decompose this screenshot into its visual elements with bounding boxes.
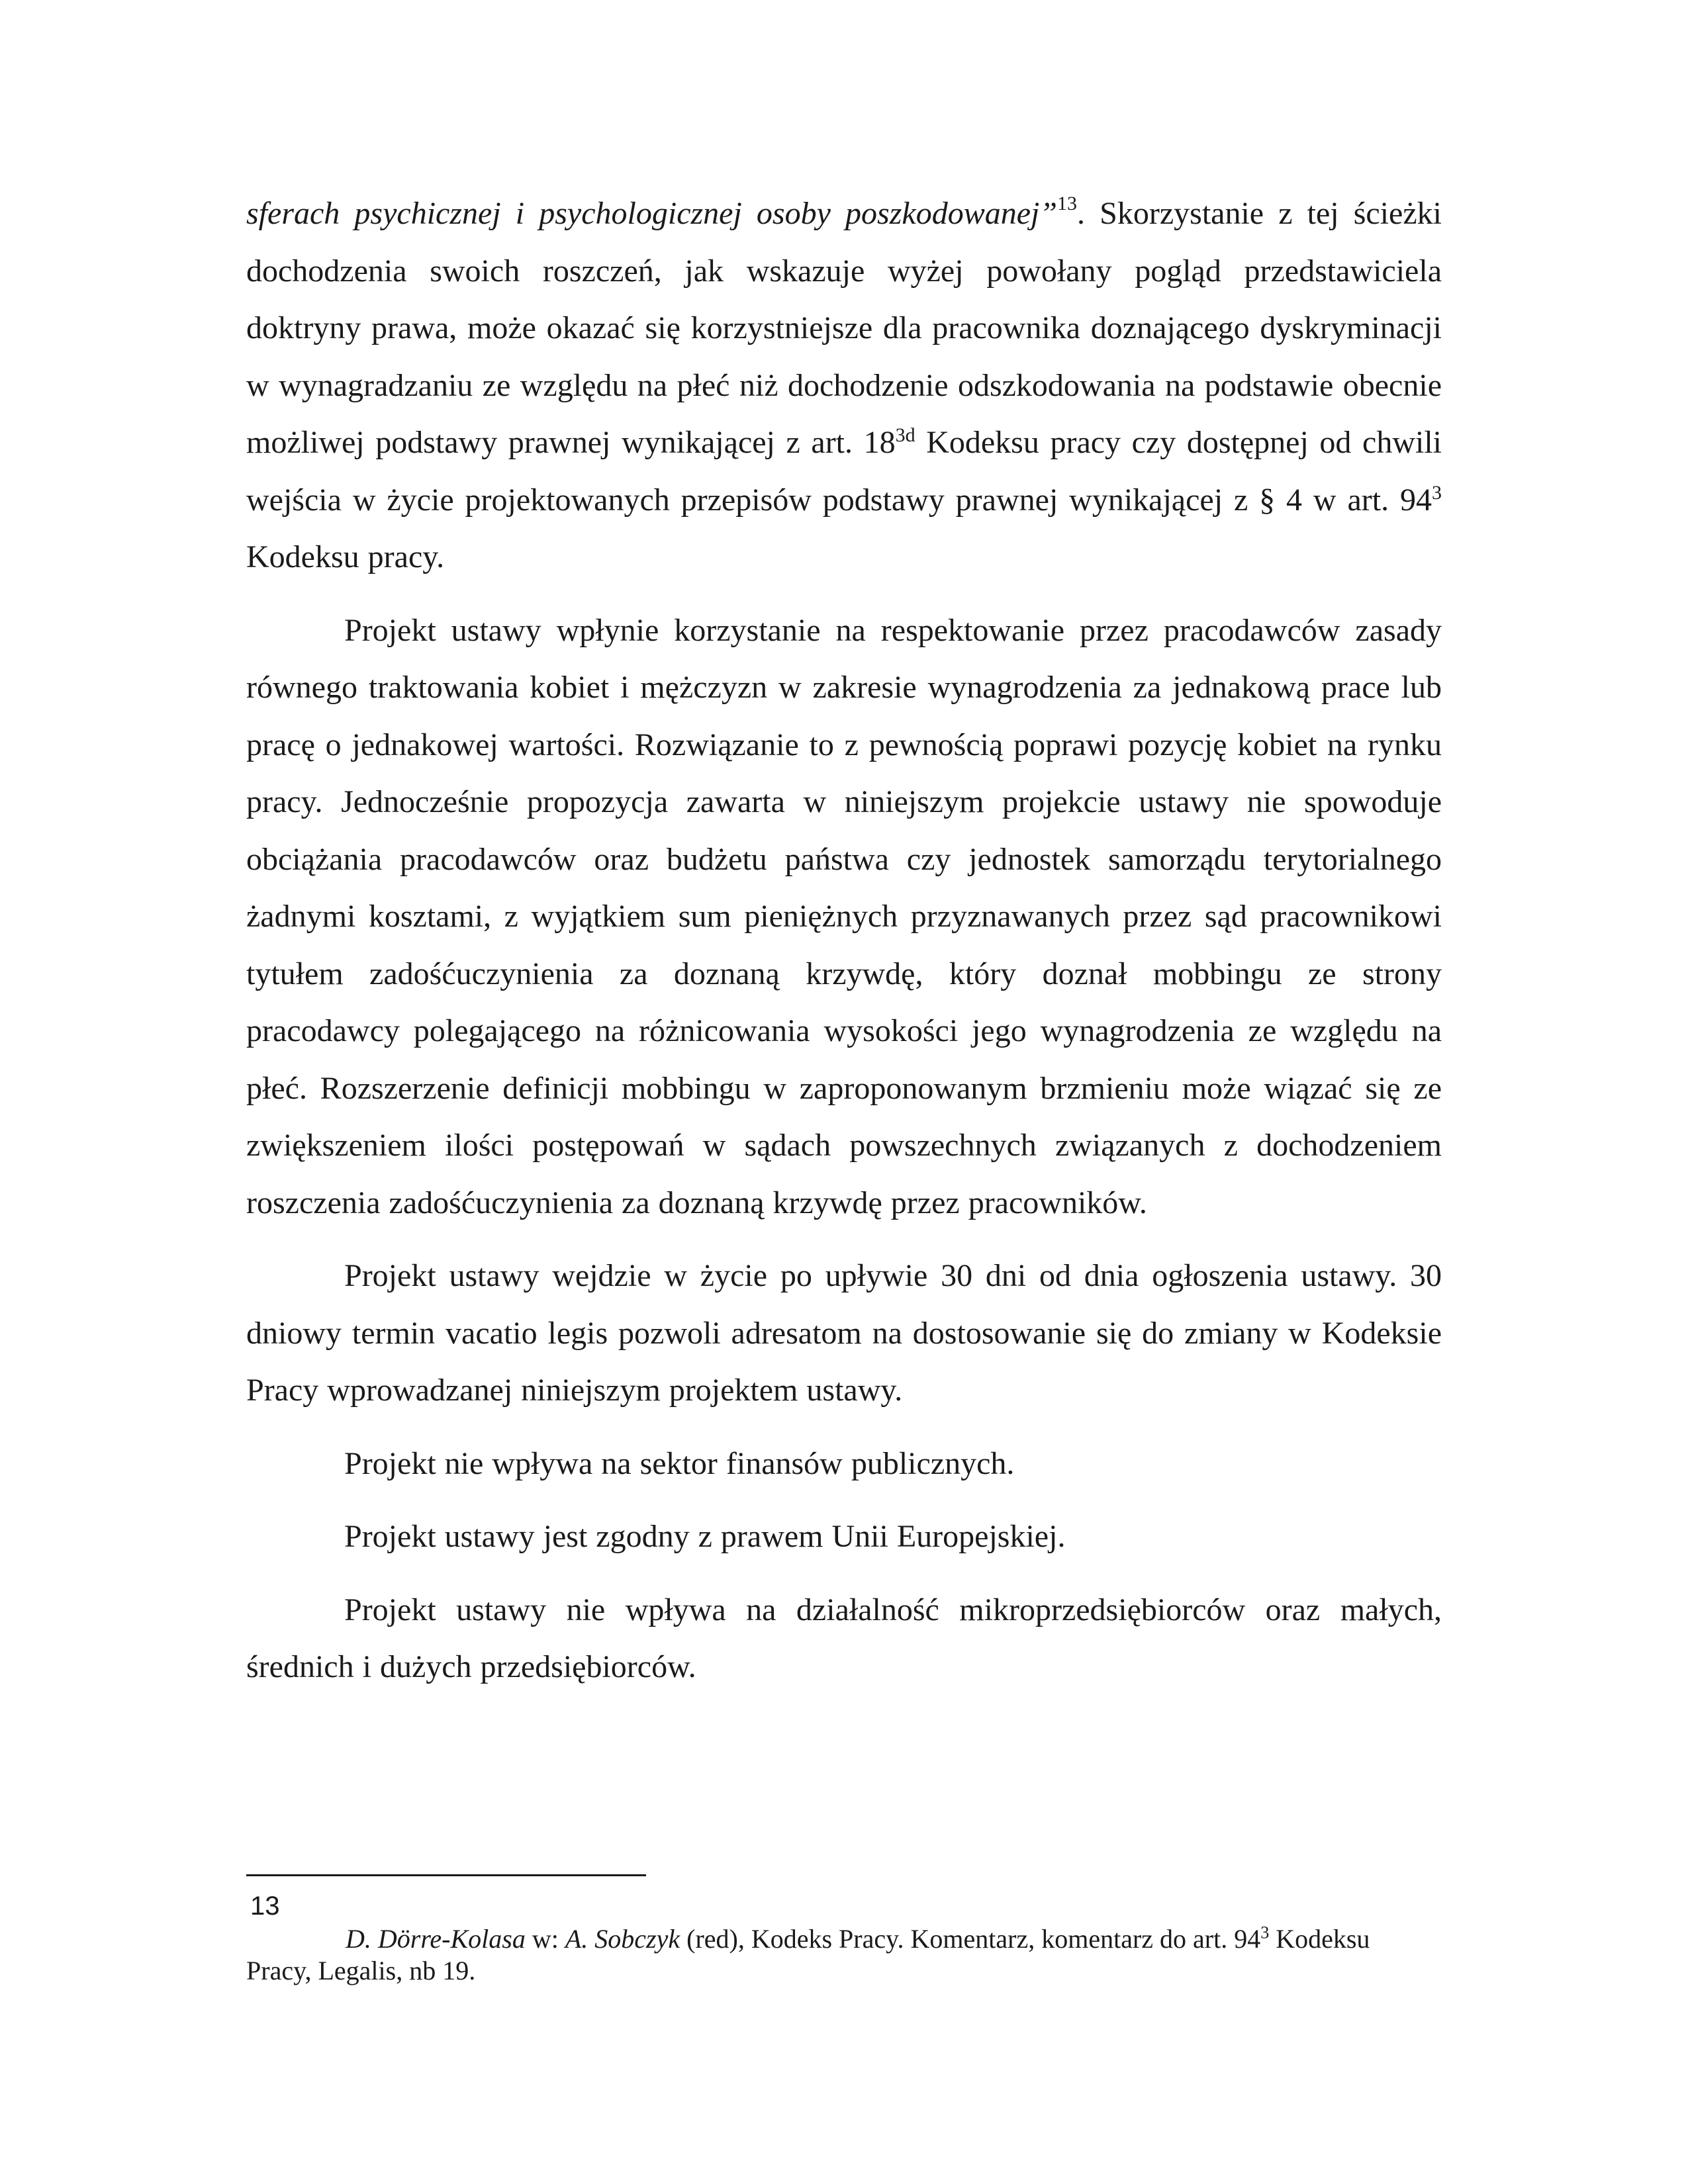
footnote-text-b: Kodeksu Pracy, Legalis, nb 19. [246, 1924, 1370, 1985]
footnote-superscript: 3 [1260, 1923, 1270, 1942]
paragraph-6: Projekt ustawy nie wpływa na działalność mikroprzedsiębiorców oraz małych, średnich i dużych przedsiębiorców. [246, 1592, 1442, 1684]
paragraph-3: Projekt ustawy wejdzie w życie po upływie 30 dni od dnia ogłoszenia ustawy. 30 dniowy termin vacatio legis pozwoli adresatom na dostosowanie się do zmiany w Kodeksie Pracy wprowadzanej niniejszym projektem ustawy. [246, 1258, 1442, 1408]
footnote-w: w: [525, 1924, 565, 1954]
footnote-number: 13 [250, 1891, 280, 1921]
paragraph-1 [246, 185, 1442, 586]
footnote-author: D. Dörre-Kolasa [346, 1924, 526, 1954]
paragraph-1-text-b: Kodeksu pracy czy dostępnej od chwili wejścia w życie projektowanych przepisów podstawy prawnej wynikającej z § 4 w art. 94 [246, 425, 1442, 518]
italic-quote: sferach psychicznej i psychologicznej osoby poszkodowanej” [246, 196, 1058, 231]
superscript-3d: 3d [895, 424, 915, 446]
paragraph-5: Projekt ustawy jest zgodny z prawem Unii Europejskiej. [344, 1519, 1066, 1554]
paragraph-1-text-c: Kodeksu pracy. [246, 539, 445, 574]
footnote-text-a: (red), Kodeks Pracy. Komentarz, komentarz do art. 94 [680, 1924, 1261, 1954]
paragraph-4: Projekt nie wpływa na sektor finansów publicznych. [344, 1445, 1015, 1481]
superscript-3: 3 [1432, 481, 1442, 504]
footnote-ref[interactable]: 13 [1057, 193, 1078, 214]
paragraph-2: Projekt ustawy wpłynie korzystanie na respektowanie przez pracodawców zasady równego traktowania kobiet i mężczyzn w zakresie wynagrodzenia za jednakową prace lub pracę o jednakowej wartości. Rozwiązanie to z pewnością poprawi pozycję kobiet na rynku pracy. Jednocześnie propozycja zawarta w niniejszym projekcie ustawy nie spowoduje obciążania pracodawców oraz budżetu państwa czy jednostek samorządu terytorialnego żadnymi kosztami, z wyjątkiem sum pieniężnych przyznawanych przez sąd pracownikowi tytułem zadośćuczynienia za doznaną krzywdę, który doznał mobbingu ze strony pracodawcy polegającego na różnicowania wysokości jego wynagrodzenia ze względu na płeć. Rozszerzenie definicji mobbingu w zaproponowanym brzmieniu może wiązać się ze zwiększeniem ilości postępowań w sądach powszechnych związanych z dochodzeniem roszczenia zadośćuczynienia za doznaną krzywdę przez pracowników. [246, 612, 1442, 1220]
footnote-editor: A. Sobczyk [565, 1924, 680, 1954]
footnote-separator [246, 1874, 646, 1876]
paragraph-1-text-a: . Skorzystanie z tej ścieżki dochodzenia swoich roszczeń, jak wskazuje wyżej powołany pogląd przedstawiciela doktryny prawa, może okazać się korzystniejsze dla pracownika doznającego dyskryminacji w wynagradzaniu ze względu na płeć niż dochodzenie odszkodowania na podstawie obecnie możliwej podstawy prawnej wynikającej z art. 18 [246, 196, 1442, 460]
footnote-text [246, 1923, 1431, 1987]
document-body [246, 185, 1442, 1696]
